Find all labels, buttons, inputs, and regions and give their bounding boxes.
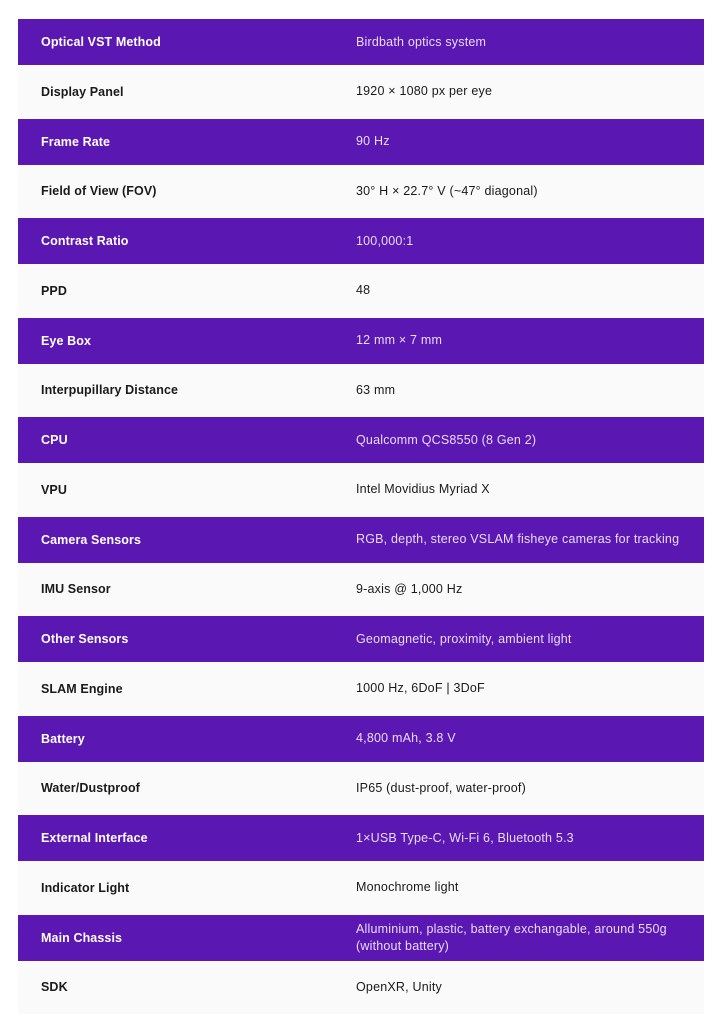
spec-value: 100,000:1 [356,233,414,248]
spec-value: 30° H × 22.7° V (~47° diagonal) [356,183,538,198]
spec-value: 12 mm × 7 mm [356,333,443,347]
spec-row [18,961,704,1015]
spec-key: Optical VST Method [41,35,161,49]
spec-value: 48 [356,283,371,298]
spec-key: External Interface [41,831,148,845]
spec-key: CPU [41,433,68,447]
spec-key: SLAM Engine [41,681,123,696]
spec-row [18,762,704,816]
spec-value: Birdbath optics system [356,34,487,49]
spec-key: Battery [41,731,85,746]
spec-row [18,417,704,463]
spec-row [18,119,704,165]
spec-value: Monochrome light [356,880,459,895]
spec-row [18,165,704,219]
spec-value: OpenXR, Unity [356,979,442,994]
spec-row [18,264,704,318]
spec-row [18,318,704,364]
spec-key: VPU [41,482,68,497]
spec-row [18,815,704,861]
spec-row [18,915,704,961]
spec-key: Indicator Light [41,880,130,895]
spec-key: Camera Sensors [41,532,142,547]
spec-key: Field of View (FOV) [41,184,157,199]
spec-key: Eye Box [41,333,92,348]
spec-row [18,218,704,264]
spec-value: 1×USB Type-C, Wi-Fi 6, Bluetooth 5.3 [356,830,574,845]
spec-key: Display Panel [41,84,124,99]
spec-key: SDK [41,980,68,995]
spec-key: Contrast Ratio [41,234,129,248]
spec-value: Intel Movidius Myriad X [356,482,490,497]
spec-key: Frame Rate [41,134,111,149]
spec-value: 9-axis @ 1,000 Hz [356,581,463,596]
spec-table [18,19,704,1014]
spec-row [18,517,704,563]
spec-value: RGB, depth, stereo VSLAM fisheye cameras for tracking [356,532,680,546]
spec-value: 1000 Hz, 6DoF | 3DoF [356,681,485,696]
spec-value: IP65 (dust-proof, water-proof) [356,780,526,795]
spec-value: Alluminium, plastic, battery exchangable, around 550g (without battery) [356,921,667,953]
spec-value: 4,800 mAh, 3.8 V [356,731,456,745]
spec-value: 90 Hz [356,134,390,148]
spec-row [18,19,704,65]
spec-row [18,463,704,517]
spec-row [18,861,704,915]
spec-key: IMU Sensor [41,582,111,597]
spec-row [18,616,704,662]
spec-value: 63 mm [356,382,396,397]
spec-value: 1920 × 1080 px per eye [356,84,493,99]
spec-key: Water/Dustproof [41,781,140,796]
spec-key: Main Chassis [41,930,123,945]
spec-key: Other Sensors [41,632,129,646]
spec-value: Geomagnetic, proximity, ambient light [356,631,572,646]
spec-row [18,65,704,119]
spec-value: Qualcomm QCS8550 (8 Gen 2) [356,432,537,447]
spec-row [18,662,704,716]
spec-row [18,563,704,617]
spec-key: PPD [41,283,68,298]
spec-key: Interpupillary Distance [41,383,179,398]
spec-row [18,364,704,418]
spec-row [18,716,704,762]
